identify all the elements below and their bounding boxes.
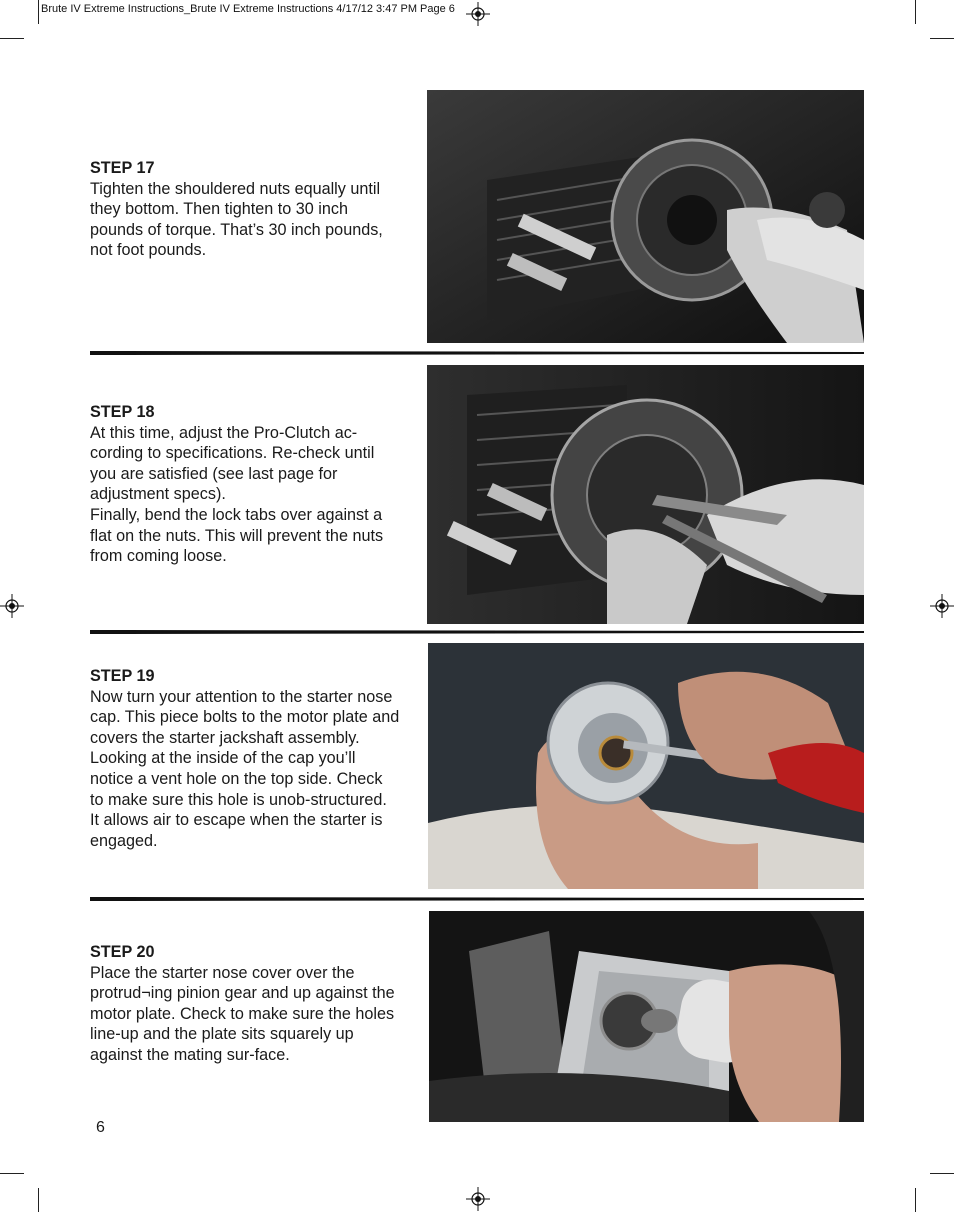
crop-mark-top-right-h xyxy=(930,38,954,39)
step-19-photo xyxy=(428,643,864,889)
step-20-photo xyxy=(429,911,864,1122)
step-20-text xyxy=(90,942,400,1066)
section-divider xyxy=(90,348,864,358)
print-slug-line: Brute IV Extreme Instructions_Brute IV Extreme Instructions 4/17/12 3:47 PM Page 6 xyxy=(41,3,455,15)
step-paragraph: At this time, adjust the Pro-Clutch ac-cording to specifications. Re-check until you are satisfied (see last page for adjustment specs). xyxy=(90,423,375,504)
crop-mark-top-right-v xyxy=(915,0,916,24)
step-title: STEP 19 xyxy=(90,667,155,685)
step-19-text xyxy=(90,666,400,851)
step-paragraph: Finally, bend the lock tabs over against a flat on the nuts. This will prevent the nuts from coming loose. xyxy=(90,505,384,566)
step-paragraph: Tighten the shouldered nuts equally until they bottom. Then tighten to 30 inch pounds of torque. That’s 30 inch pounds, not foot pounds. xyxy=(90,179,383,260)
step-17-text xyxy=(90,158,400,261)
registration-mark-top-icon xyxy=(466,2,490,26)
crop-mark-bottom-left-h xyxy=(0,1173,24,1174)
step-paragraph: Looking at the inside of the cap you’ll notice a vent hole on the top side. Check to make sure this hole is unob-structured. It allows air to escape when the starter is engaged. xyxy=(90,749,387,850)
registration-mark-left-icon xyxy=(0,594,24,618)
registration-mark-bottom-icon xyxy=(466,1187,490,1211)
crop-mark-bottom-right-h xyxy=(930,1173,954,1174)
step-title: STEP 20 xyxy=(90,943,155,961)
section-divider xyxy=(90,627,864,637)
step-title: STEP 18 xyxy=(90,403,155,421)
step-paragraph: Place the starter nose cover over the protrud¬ing pinion gear and up against the motor plate. Check to make sure the holes line-up and the plate sits squarely up against the mating sur-face. xyxy=(90,963,395,1064)
step-title: STEP 17 xyxy=(90,159,155,177)
section-divider xyxy=(90,894,864,904)
step-18-text xyxy=(90,402,400,567)
crop-mark-top-left-h xyxy=(0,38,24,39)
step-17-photo xyxy=(427,90,864,343)
crop-mark-top-left-v xyxy=(38,0,39,24)
step-paragraph: Now turn your attention to the starter nose cap. This piece bolts to the motor plate and covers the starter jackshaft assembly. xyxy=(90,687,400,747)
crop-mark-bottom-left-v xyxy=(38,1188,39,1212)
page-number: 6 xyxy=(96,1119,105,1136)
registration-mark-right-icon xyxy=(930,594,954,618)
step-18-photo xyxy=(427,365,864,624)
crop-mark-bottom-right-v xyxy=(915,1188,916,1212)
